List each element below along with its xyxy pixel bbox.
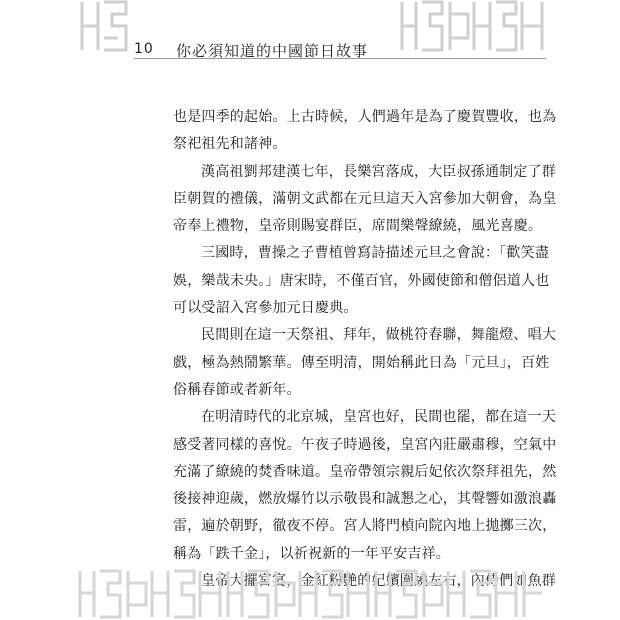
text-line: 可以受詔入宮參加元日慶典。 bbox=[173, 300, 358, 317]
paragraph-1 bbox=[173, 104, 557, 159]
text-line: 三國時，曹操之子曹植曾寫詩描述元旦之會說：「歡笑盡 bbox=[201, 245, 549, 262]
text-line: 感受著同樣的喜悅。午夜子時過後，皇宮內莊嚴肅穆，空氣中 bbox=[173, 436, 557, 453]
paragraph-5 bbox=[173, 404, 557, 568]
page-number: 10 bbox=[134, 41, 154, 57]
header-ornament-left bbox=[78, 0, 130, 52]
paragraph-3 bbox=[173, 240, 550, 322]
text-line: 充滿了繚繞的焚香味道。皇帝帶領宗親后妃依次祭拜祖先，然 bbox=[173, 463, 557, 480]
body-text bbox=[173, 104, 557, 595]
text-line: 後接神迎歲，燃放爆竹以示敬畏和誠懇之心，其聲響如激浪轟 bbox=[173, 491, 557, 508]
text-line: 帝奉上禮物，皇帝則賜宴群臣，席間樂聲繚繞，風光喜慶。 bbox=[173, 218, 543, 235]
header-ornament-right bbox=[398, 0, 548, 52]
text-line: 民間則在這一天祭祖、拜年，做桃符春聯，舞龍燈、唱大 bbox=[201, 327, 556, 344]
text-line: 雷，遍於朝野，徹夜不停。宮人將門楨向院內地上拋擲三次， bbox=[173, 518, 557, 535]
text-line: 臣朝賀的禮儀，滿朝文武都在元旦這天入宮參加大朝會，為皇 bbox=[173, 190, 557, 207]
text-line: 稱為「跌千金」，以祈祝新的一年平安吉祥。 bbox=[173, 545, 450, 562]
text-line: 漢高祖劉邦建漢七年，長樂宮落成，大臣叔孫通制定了群 bbox=[201, 163, 556, 180]
text-line: 在明清時代的北京城，皇宮也好，民間也罷，都在這一天 bbox=[201, 409, 556, 426]
text-line: 俗稱春節或者新年。 bbox=[173, 381, 301, 398]
text-line: 祭祀祖先和諸神。 bbox=[173, 136, 287, 153]
text-line: 皇帝大擺宮宴，金紅粉艷的妃嬪圍繞左右，內侍們如魚群 bbox=[201, 573, 556, 590]
text-line: 戲，極為熱鬧繁華。傳至明清，開始稱此日為「元旦」，百姓 bbox=[173, 354, 550, 371]
book-title: 你必須知道的中國節日故事 bbox=[176, 42, 369, 60]
header-rule bbox=[134, 58, 546, 59]
paragraph-4 bbox=[173, 322, 556, 404]
text-line: 娛，樂哉未央。」唐宋時，不僅百官，外國使節和僧侶道人也 bbox=[173, 272, 550, 289]
text-line: 也是四季的起始。上古時候，人們過年是為了慶賀豐收，也為 bbox=[173, 109, 557, 125]
footer-ornament bbox=[74, 565, 556, 620]
paragraph-2 bbox=[173, 159, 557, 241]
